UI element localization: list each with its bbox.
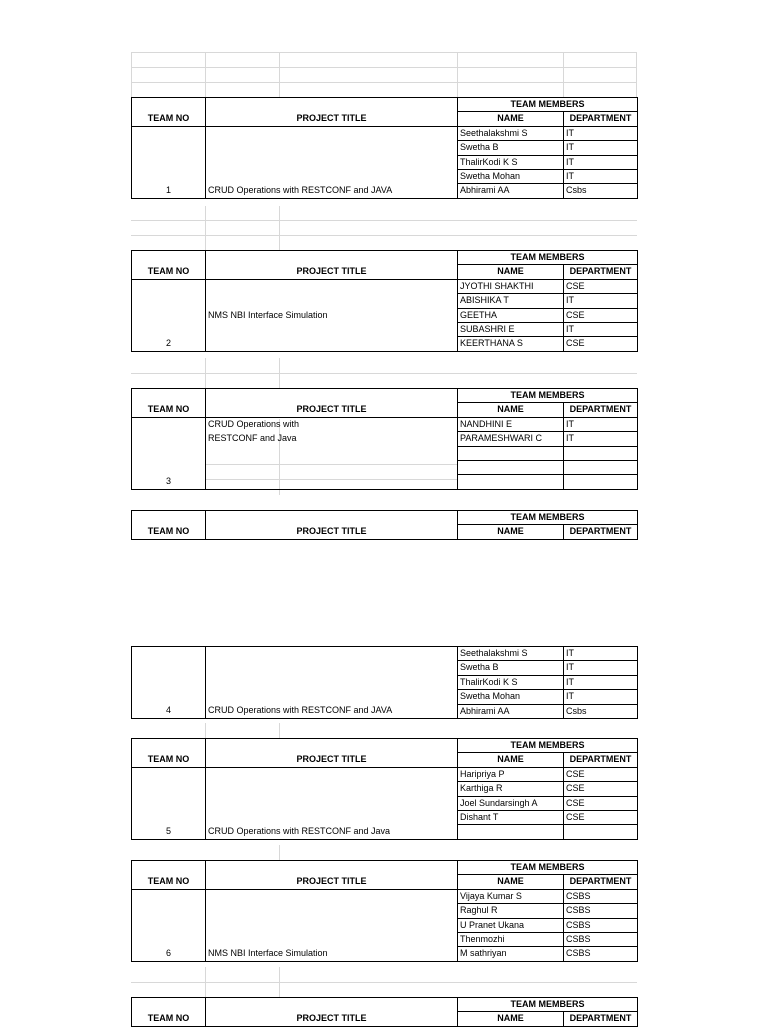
- member-name: Seethalakshmi S: [458, 647, 564, 661]
- project-title-line: [206, 933, 458, 947]
- project-title-line: [206, 323, 458, 337]
- project-title-line: NMS NBI Interface Simulation: [206, 947, 458, 961]
- project-title-line: [206, 446, 458, 460]
- project-title-line: [206, 337, 458, 351]
- department-header: DEPARTMENT: [564, 753, 638, 767]
- member-department: [564, 461, 638, 475]
- gridline: [205, 358, 206, 388]
- project-title-line: [206, 279, 458, 293]
- project-title-line: [206, 811, 458, 825]
- gridline: [279, 723, 280, 738]
- member-name: [458, 446, 564, 460]
- member-name: [458, 825, 564, 839]
- project-title-line: [206, 889, 458, 903]
- gridline: [131, 982, 637, 983]
- member-department: CSBS: [564, 918, 638, 932]
- member-name: Karthiga R: [458, 782, 564, 796]
- department-header: DEPARTMENT: [564, 403, 638, 417]
- member-department: CSE: [564, 337, 638, 351]
- gridline: [131, 67, 637, 68]
- project-title-line: [206, 170, 458, 184]
- gridline: [279, 967, 280, 997]
- member-name: Haripriya P: [458, 767, 564, 781]
- team-6-table: [131, 860, 637, 962]
- member-department: CSE: [564, 308, 638, 322]
- team-members-header: TEAM MEMBERS: [458, 251, 638, 265]
- project-title-header: PROJECT TITLE: [206, 525, 458, 539]
- team-4-table: [131, 646, 637, 719]
- member-department: IT: [564, 690, 638, 704]
- member-department: IT: [564, 675, 638, 689]
- team-members-header: TEAM MEMBERS: [458, 739, 638, 753]
- member-department: Csbs: [564, 184, 638, 198]
- member-department: IT: [564, 661, 638, 675]
- team-no-header: TEAM NO: [132, 403, 206, 417]
- member-name: JYOTHI SHAKTHI: [458, 279, 564, 293]
- project-title-line: [206, 690, 458, 704]
- gridline: [279, 206, 280, 251]
- project-title-line: [206, 141, 458, 155]
- gridline: [457, 52, 458, 98]
- member-name: KEERTHANA S: [458, 337, 564, 351]
- team-members-header: TEAM MEMBERS: [458, 389, 638, 403]
- member-department: CSE: [564, 811, 638, 825]
- member-name: M sathriyan: [458, 947, 564, 961]
- project-title-line: [206, 294, 458, 308]
- project-title-line: CRUD Operations with RESTCONF and Java: [206, 825, 458, 839]
- department-header: DEPARTMENT: [564, 265, 638, 279]
- project-title-line: [206, 126, 458, 140]
- member-department: IT: [564, 417, 638, 431]
- team-2-table: [131, 250, 637, 352]
- team-no-cell: 5: [132, 825, 206, 839]
- name-header: NAME: [458, 1012, 564, 1026]
- team-no-header: TEAM NO: [132, 525, 206, 539]
- member-department: CSBS: [564, 904, 638, 918]
- member-department: IT: [564, 432, 638, 446]
- team-no-cell: 3: [132, 475, 206, 489]
- name-header: NAME: [458, 112, 564, 126]
- member-department: IT: [564, 647, 638, 661]
- team-members-header: TEAM MEMBERS: [458, 861, 638, 875]
- gridline: [279, 845, 280, 860]
- department-header: DEPARTMENT: [564, 875, 638, 889]
- department-header: DEPARTMENT: [564, 1012, 638, 1026]
- member-name: ThalirKodi K S: [458, 155, 564, 169]
- member-name: [458, 475, 564, 489]
- member-department: CSE: [564, 767, 638, 781]
- member-department: CSBS: [564, 947, 638, 961]
- member-name: Raghul R: [458, 904, 564, 918]
- team-no-header: TEAM NO: [132, 265, 206, 279]
- project-title-line: [206, 675, 458, 689]
- team-no-header: TEAM NO: [132, 875, 206, 889]
- gridline: [279, 52, 280, 98]
- team-3-table: [131, 388, 637, 490]
- gridline: [131, 82, 637, 83]
- gridline: [563, 52, 564, 98]
- project-title-line: NMS NBI Interface Simulation: [206, 308, 458, 322]
- team-7-header-table: [131, 997, 637, 1027]
- member-name: Seethalakshmi S: [458, 126, 564, 140]
- gridline: [131, 52, 132, 98]
- member-name: [458, 461, 564, 475]
- gridline: [131, 235, 637, 236]
- project-title-line: [206, 475, 458, 489]
- department-header: DEPARTMENT: [564, 112, 638, 126]
- project-title-header: PROJECT TITLE: [206, 753, 458, 767]
- project-title-line: CRUD Operations with RESTCONF and JAVA: [206, 184, 458, 198]
- name-header: NAME: [458, 265, 564, 279]
- team-no-header: TEAM NO: [132, 112, 206, 126]
- member-name: Swetha B: [458, 141, 564, 155]
- member-name: ThalirKodi K S: [458, 675, 564, 689]
- team-1-table: [131, 97, 637, 199]
- team-no-cell: 4: [132, 704, 206, 718]
- member-name: Dishant T: [458, 811, 564, 825]
- project-title-line: [206, 767, 458, 781]
- gridline: [205, 52, 206, 98]
- member-department: [564, 825, 638, 839]
- team-members-header: TEAM MEMBERS: [458, 98, 638, 112]
- team-4-header-table: [131, 510, 637, 540]
- member-department: [564, 475, 638, 489]
- team-5-table: [131, 738, 637, 840]
- team-no-cell: 6: [132, 947, 206, 961]
- member-name: Abhirami AA: [458, 184, 564, 198]
- member-department: CSBS: [564, 933, 638, 947]
- member-name: SUBASHRI E: [458, 323, 564, 337]
- member-department: IT: [564, 323, 638, 337]
- project-title-line: [206, 904, 458, 918]
- gridline: [131, 373, 637, 374]
- member-department: CSE: [564, 796, 638, 810]
- gridline: [636, 52, 637, 98]
- member-department: IT: [564, 294, 638, 308]
- gridline: [205, 206, 206, 251]
- member-name: PARAMESHWARI C: [458, 432, 564, 446]
- project-title-line: CRUD Operations with RESTCONF and JAVA: [206, 704, 458, 718]
- team-no-cell: 1: [132, 184, 206, 198]
- member-name: ABISHIKA T: [458, 294, 564, 308]
- project-title-header: PROJECT TITLE: [206, 112, 458, 126]
- gridline: [131, 52, 637, 53]
- gridline: [131, 220, 637, 221]
- project-title-line: [206, 647, 458, 661]
- team-members-header: TEAM MEMBERS: [458, 998, 638, 1012]
- project-title-header: PROJECT TITLE: [206, 1012, 458, 1026]
- gridline: [205, 967, 206, 997]
- member-department: IT: [564, 126, 638, 140]
- member-department: CSE: [564, 279, 638, 293]
- team-members-header: TEAM MEMBERS: [458, 511, 638, 525]
- member-name: Abhirami AA: [458, 704, 564, 718]
- name-header: NAME: [458, 875, 564, 889]
- member-name: GEETHA: [458, 308, 564, 322]
- team-no-header: TEAM NO: [132, 1012, 206, 1026]
- member-name: U Pranet Ukana: [458, 918, 564, 932]
- name-header: NAME: [458, 753, 564, 767]
- member-name: Joel Sundarsingh A: [458, 796, 564, 810]
- name-header: NAME: [458, 403, 564, 417]
- member-name: Swetha B: [458, 661, 564, 675]
- project-title-line: [206, 918, 458, 932]
- member-name: Vijaya Kumar S: [458, 889, 564, 903]
- member-department: [564, 446, 638, 460]
- member-name: NANDHINI E: [458, 417, 564, 431]
- member-department: IT: [564, 141, 638, 155]
- member-department: IT: [564, 170, 638, 184]
- team-no-cell: 2: [132, 337, 206, 351]
- project-title-line: RESTCONF and Java: [206, 432, 458, 446]
- member-department: CSBS: [564, 889, 638, 903]
- member-name: Swetha Mohan: [458, 690, 564, 704]
- department-header: DEPARTMENT: [564, 525, 638, 539]
- project-title-header: PROJECT TITLE: [206, 875, 458, 889]
- gridline: [205, 723, 206, 738]
- project-title-line: [206, 461, 458, 475]
- project-title-line: [206, 155, 458, 169]
- team-no-header: TEAM NO: [132, 753, 206, 767]
- project-title-line: [206, 782, 458, 796]
- project-title-header: PROJECT TITLE: [206, 403, 458, 417]
- project-title-line: CRUD Operations with: [206, 417, 458, 431]
- project-title-line: [206, 796, 458, 810]
- project-title-line: [206, 661, 458, 675]
- member-name: Swetha Mohan: [458, 170, 564, 184]
- name-header: NAME: [458, 525, 564, 539]
- member-name: Thenmozhi: [458, 933, 564, 947]
- project-title-header: PROJECT TITLE: [206, 265, 458, 279]
- gridline: [279, 358, 280, 388]
- member-department: CSE: [564, 782, 638, 796]
- member-department: IT: [564, 155, 638, 169]
- member-department: Csbs: [564, 704, 638, 718]
